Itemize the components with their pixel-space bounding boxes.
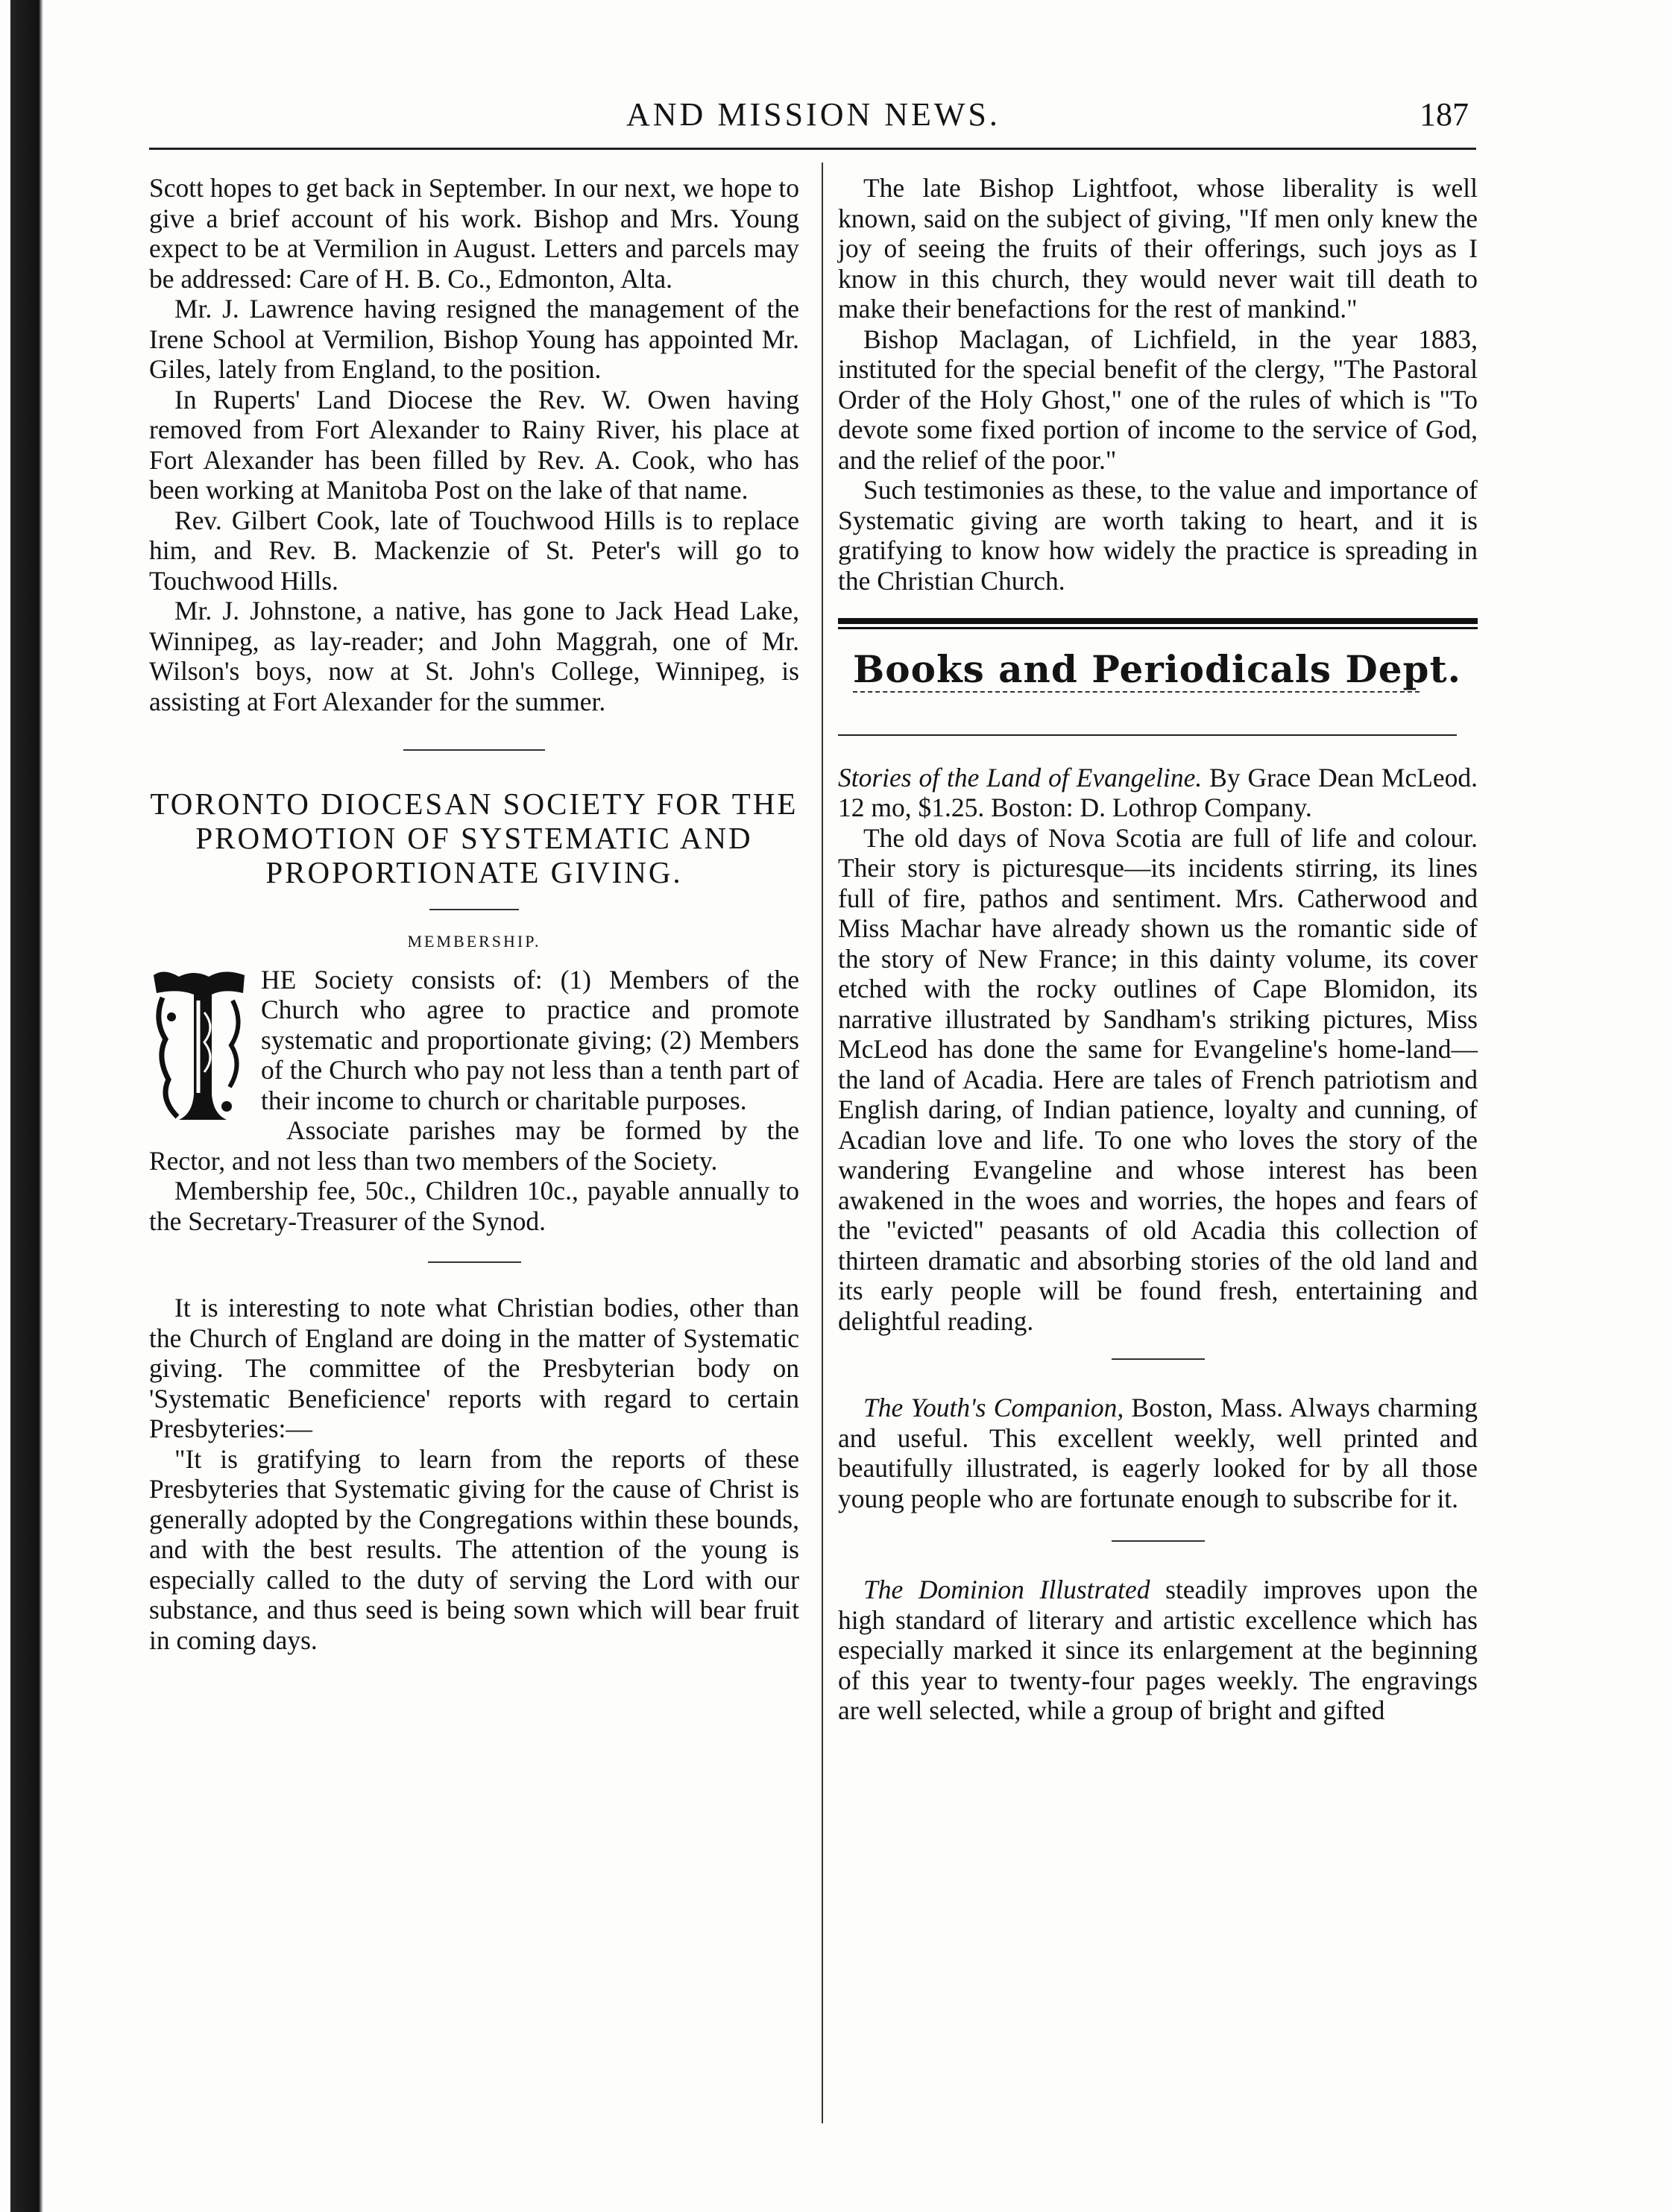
- drop-cap-t-icon: [149, 968, 251, 1127]
- dept-heading: Books and Periodicals Dept.: [853, 647, 1462, 691]
- membership-subheading: MEMBERSHIP.: [407, 932, 541, 951]
- dept-banner: [838, 618, 1478, 736]
- society-heading: TORONTO DIOCESAN SOCIETY FOR THE PROMOTION OF SYSTEMATIC AND PROPORTIONATE GIVING.: [150, 787, 798, 889]
- periodical-details: steadily improves upon the high standard of literary and artistic excellence which has especially marked it since its enlargement at the beginning of this year to twenty-four pages weekly. The engravings are well selected, while a group of bright and gifted: [838, 1575, 1478, 1725]
- right-column: [838, 173, 1478, 1726]
- left-column: [149, 173, 799, 1655]
- paragraph: "It is gratifying to learn from the reports of these Presbyteries that Systematic giving for the cause of Christ is generally adopted by the Congregations within these bounds, and with the best results. The attention of the young is especially called to the duty of serving the Lord with our substance, and thus seed is being sown which will bear fruit in coming days.: [149, 1443, 799, 1655]
- paragraph: Such testimonies as these, to the value and importance of Systematic giving are worth taking to heart, and it is gratifying to know how widely the practice is spreading in the Christian Church.: [838, 475, 1478, 596]
- periodical-details: Boston, Mass. Always charming and useful. This excellent weekly, well printed and beautifully illustrated, is eagerly looked for by all those young people who are fortunate enough to subscribe for it.: [838, 1393, 1478, 1513]
- page-binding-edge: [0, 0, 51, 2212]
- section-divider: [1112, 1540, 1205, 1542]
- running-title: AND MISSION NEWS.: [626, 96, 1001, 133]
- paragraph: Mr. J. Johnstone, a native, has gone to Jack Head Lake, Winnipeg, as lay-reader; and John Maggrah, one of Mr. Wilson's boys, now at St. John's College, Winnipeg, is assisting at Fort Alexander for the summer.: [149, 596, 799, 716]
- periodical-title: The Dominion Illustrated: [863, 1575, 1150, 1604]
- periodical-review: [838, 1393, 1478, 1513]
- paragraph: Membership fee, 50c., Children 10c., payable annually to the Secretary-Treasurer of the Synod.: [149, 1176, 799, 1236]
- paragraph: Scott hopes to get back in September. In our next, we hope to give a brief account of his work. Bishop and Mrs. Young expect to be at Vermilion in August. Letters and parcels may be addressed: Care of H. B. Co., Edmonton, Alta.: [149, 173, 799, 294]
- section-divider: [1112, 1358, 1205, 1360]
- book-details: By Grace Dean McLeod. 12 mo, $1.25. Boston: D. Lothrop Company.: [838, 762, 1478, 822]
- paragraph: Associate parishes may be formed by the Rector, and not less than two members of the Society.: [149, 1115, 799, 1176]
- paragraph: The old days of Nova Scotia are full of life and colour. Their story is picturesque—its incidents stirring, its lines full of fire, pathos and sentiment. Mrs. Catherwood and Miss Machar have already shown us the romantic side of the story of New France; in this dainty volume, its cover etched with the rocky outlines of Cape Blomidon, its narrative illustrated by Sandham's striking pictures, Miss McLeod has done the same for Evangeline's home-land—the land of Acadia. Here are tales of French patriotism and English daring, of Indian patience, loyalty and cunning, of Acadian love and life. To one who loves the story of the wandering Evangeline and whose interest has been awakened in the woes and worries, the hopes and fears of the "evicted" peasants of old Acadia this collection of thirteen dramatic and absorbing stories of the old land and its early people will be found fresh, entertaining and delightful reading.: [838, 822, 1478, 1336]
- running-header: [149, 95, 1476, 143]
- paragraph: Bishop Maclagan, of Lichfield, in the year 1883, instituted for the special benefit of the clergy, "The Pastoral Order of the Holy Ghost," one of the rules of which is "To devote some fixed portion of income to the service of God, and the relief of the poor.": [838, 324, 1478, 475]
- paragraph: In Ruperts' Land Diocese the Rev. W. Owen having removed from Fort Alexander to Rainy River, his place at Fort Alexander has been filled by Rev. A. Cook, who has been working at Manitoba Post on the lake of that name.: [149, 384, 799, 505]
- page-number: 187: [1420, 96, 1469, 133]
- paragraph: Rev. Gilbert Cook, late of Touchwood Hills is to replace him, and Rev. B. Mackenzie of St. Peter's will go to Touchwood Hills.: [149, 505, 799, 596]
- periodical-title: The Youth's Companion,: [863, 1393, 1124, 1422]
- paragraph: Mr. J. Lawrence having resigned the management of the Irene School at Vermilion, Bishop Young has appointed Mr. Giles, lately from England, to the position.: [149, 294, 799, 384]
- section-divider: [429, 909, 519, 910]
- ornamental-drop-cap: [149, 968, 251, 1127]
- book-title: Stories of the Land of Evangeline.: [838, 762, 1203, 793]
- column-divider: [822, 163, 823, 2123]
- section-rule: [838, 734, 1457, 736]
- paragraph: HE Society consists of: (1) Members of the Church who agree to practice and promote systematic and proportionate giving; (2) Members of the Church who pay not less than a tenth part of their income to church or charitable purposes.: [261, 964, 799, 1115]
- periodical-review: [838, 1575, 1478, 1726]
- section-divider: [403, 749, 545, 751]
- thin-rule: [838, 627, 1478, 629]
- paragraph: The late Bishop Lightfoot, whose liberality is well known, said on the subject of giving, "If men only knew the joy of seeing the fruits of their offerings, such joys as I know in this church, they would never wait till death to make their benefactions for the rest of mankind.": [838, 173, 1478, 324]
- book-review: [838, 763, 1478, 823]
- section-divider: [428, 1261, 521, 1263]
- heavy-rule: [838, 618, 1478, 624]
- paragraph: It is interesting to note what Christian bodies, other than the Church of England are doing in the matter of Systematic giving. The committee of the Presbyterian body on 'Systematic Beneficience' reports with regard to certain Presbyteries:—: [149, 1293, 799, 1443]
- header-rule: [149, 148, 1476, 150]
